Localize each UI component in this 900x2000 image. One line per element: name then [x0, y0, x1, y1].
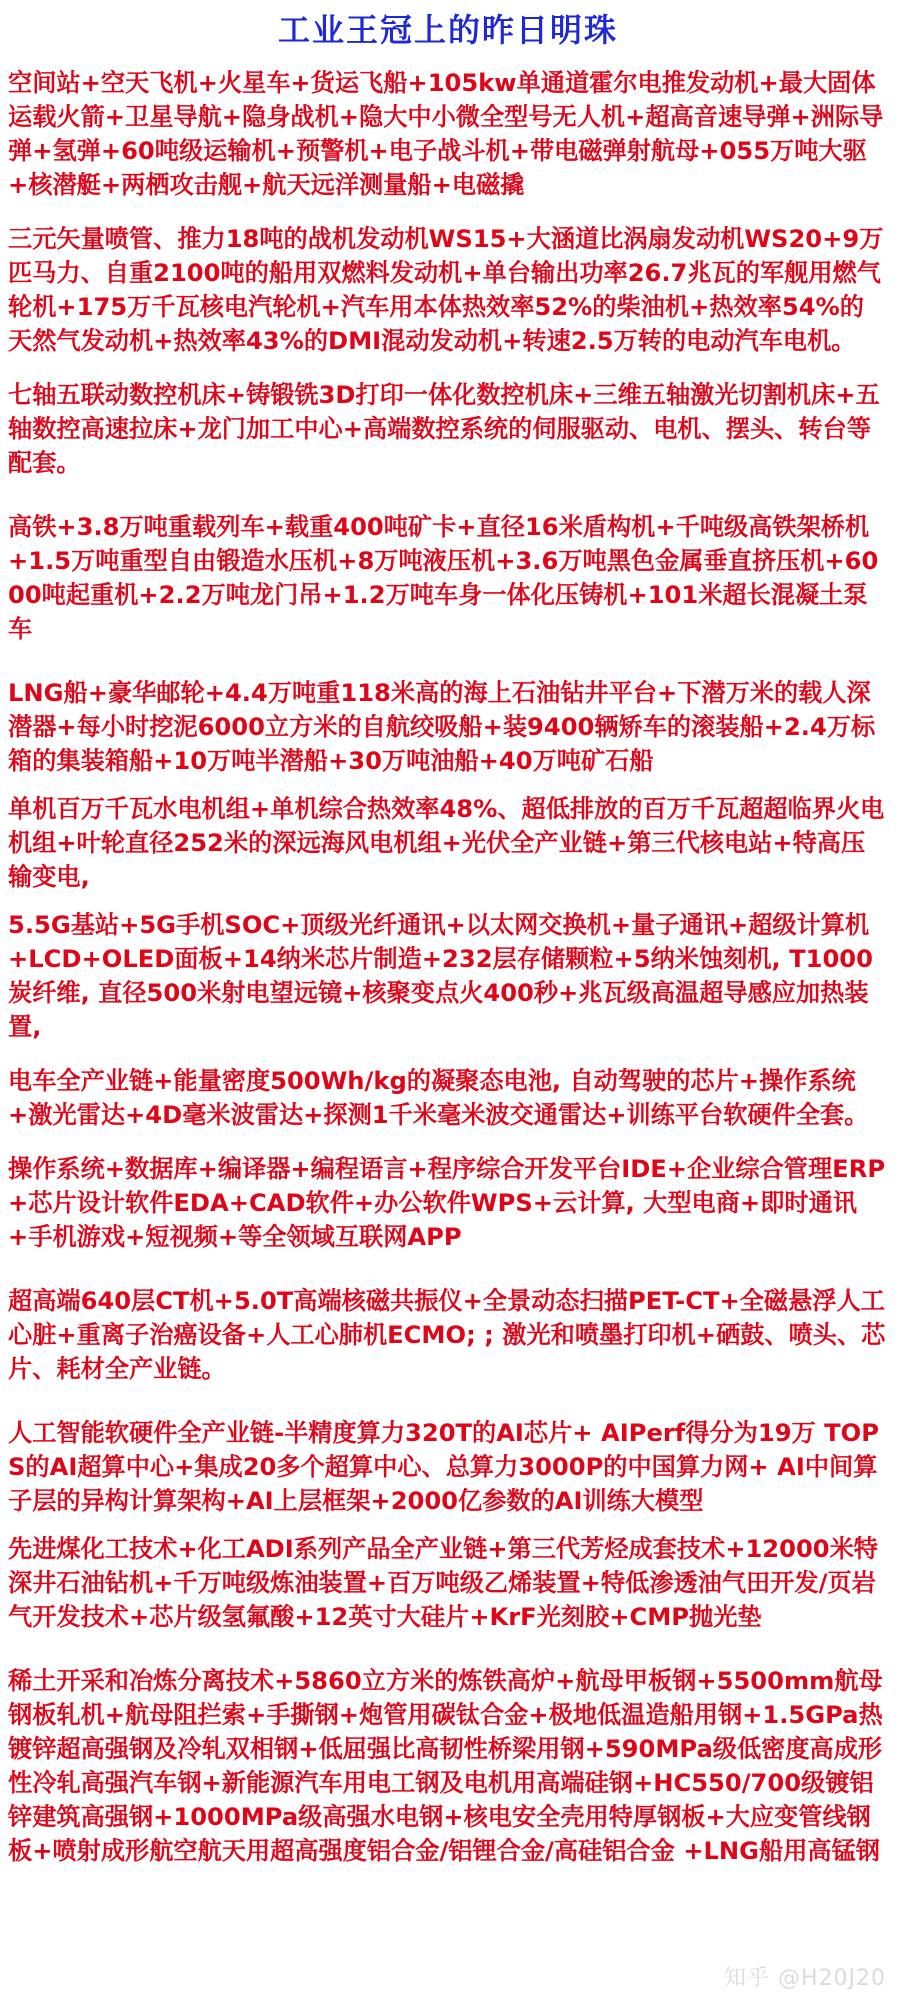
paragraph-materials-steel: 稀土开采和冶炼分离技术+5860立方米的炼铁高炉+航母甲板钢+5500mm航母钢板轧机+航母阻拦索+手撕钢+炮管用碳钛合金+极地低温造船用钢+1.5GPa热镀锌超高强钢及冷轧双相钢+低屈强比高韧性桥梁用钢+590MPa级低密度高成形性冷轧高强汽车钢+新能源汽车用电工钢及电机用高端硅钢+HC550/700级镀铝锌建筑高强钢+1000MPa级高强水电钢+核电安全壳用特厚钢板+大应变管线钢板+喷射成形航空航天用超高强度铝合金/铝锂合金/高硅铝合金 +LNG船用高锰钢	[8, 1667, 883, 1865]
paragraph-ev-industry: 电车全产业链+能量密度500Wh/kg的凝聚态电池, 自动驾驶的芯片+操作系统+激光雷达+4D毫米波雷达+探测1千米毫米波交通雷达+训练平台软硬件全套。	[8, 1067, 869, 1129]
paragraph-aerospace-defense: 空间站+空天飞机+火星车+货运飞船+105kw单通道霍尔电推发动机+最大固体运载火箭+卫星导航+隐身战机+隐大中小微全型号无人机+超高音速导弹+洲际导弹+氢弹+60吨级运输机+预警机+电子战斗机+带电磁弹射航母+055万吨大驱+核潜艇+两栖攻击舰+航天远洋测量船+电磁撬	[8, 69, 884, 199]
paragraph-ai: 人工智能软硬件全产业链-半精度算力320T的AI芯片+ AIPerf得分为19万 TOPS的AI超算中心+集成20多个超算中心、总算力3000P的中国算力网+ AI中间算子层的异构计算架构+AI上层框架+2000亿参数的AI训练大模型	[8, 1419, 879, 1515]
paragraph-medical: 超高端640层CT机+5.0T高端核磁共振仪+全景动态扫描PET-CT+全磁悬浮人工心脏+重离子治癌设备+人工心肺机ECMO; ; 激光和喷墨打印机+硒鼓、喷头、芯片、耗材全产业链。	[8, 1287, 886, 1383]
paragraph-machine-tools: 七轴五联动数控机床+铸锻铣3D打印一体化数控机床+三维五轴激光切割机床+五轴数控高速拉床+龙门加工中心+高端数控系统的伺服驱动、电机、摆头、转台等配套。	[8, 381, 880, 477]
paragraph-shipbuilding: LNG船+豪华邮轮+4.4万吨重118米高的海上石油钻井平台+下潜万米的载人深潜器+每小时挖泥6000立方米的自航绞吸船+装9400辆矫车的滚装船+2.4万标箱的集装箱船+10万吨半潜船+30万吨油船+40万吨矿石船	[8, 679, 876, 775]
zhihu-watermark: 知乎 @H20J20	[723, 1966, 886, 1991]
paragraph-engines: 三元矢量喷管、推力18吨的战机发动机WS15+大涵道比涡扇发动机WS20+9万匹马力、自重2100吨的船用双燃料发动机+单台输出功率26.7兆瓦的军舰用燃气轮机+175万千瓦核电汽轮机+汽车用本体热效率52%的柴油机+热效率54%的天然气发动机+热效率43%的DMI混动发动机+转速2.5万转的电动汽车电机。	[8, 225, 884, 355]
paragraph-telecom-chips: 5.5G基站+5G手机SOC+顶级光纤通讯+以太网交换机+量子通讯+超级计算机+LCD+OLED面板+14纳米芯片制造+232层存储颗粒+5纳米蚀刻机, T1000炭纤维, 直径500米射电望远镜+核聚变点火400秒+兆瓦级高温超导感应加热装置,	[8, 911, 873, 1041]
page-title: 工业王冠上的昨日明珠	[277, 11, 618, 49]
paragraph-chemicals: 先进煤化工技术+化工ADI系列产品全产业链+第三代芳烃成套技术+12000米特深井石油钻机+千万吨级炼油装置+百万吨级乙烯装置+特低渗透油气田开发/页岩气开发技术+芯片级氢氟酸+12英寸大硅片+KrF光刻胶+CMP抛光垫	[8, 1535, 878, 1631]
paragraph-software: 操作系统+数据库+编译器+编程语言+程序综合开发平台IDE+企业综合管理ERP+芯片设计软件EDA+CAD软件+办公软件WPS+云计算, 大型电商+即时通讯+手机游戏+短视频+等全领域互联网APP	[8, 1155, 886, 1251]
paragraph-heavy-equipment: 高铁+3.8万吨重载列车+载重400吨矿卡+直径16米盾构机+千吨级高铁架桥机+1.5万吨重型自由锻造水压机+8万吨液压机+3.6万吨黑色金属垂直挤压机+6000吨起重机+2.2万吨龙门吊+1.2万吨车身一体化压铸机+101米超长混凝土泵车	[8, 513, 879, 643]
paragraph-power: 单机百万千瓦水电机组+单机综合热效率48%、超低排放的百万千瓦超超临界火电机组+叶轮直径252米的深远海风电机组+光伏全产业链+第三代核电站+特高压输变电,	[8, 795, 885, 891]
